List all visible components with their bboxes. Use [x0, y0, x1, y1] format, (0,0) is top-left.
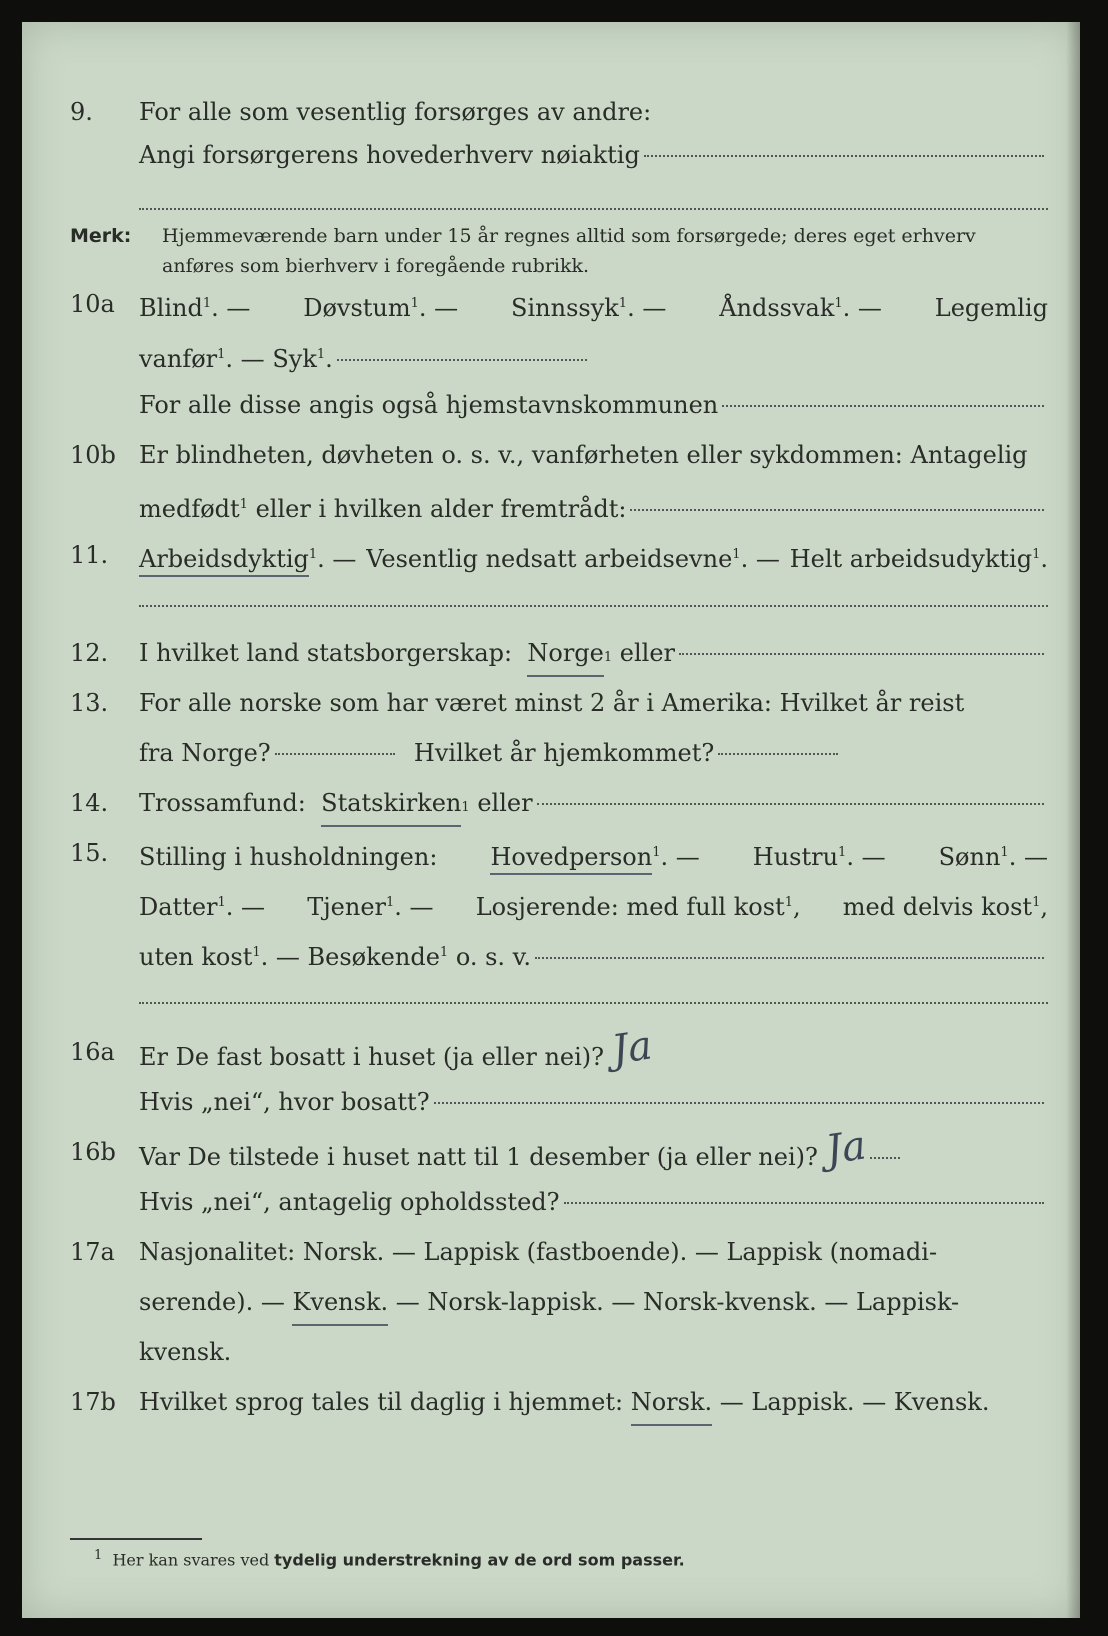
q12-tail: eller — [619, 639, 676, 667]
q10b-answer-field[interactable] — [630, 509, 1044, 511]
q13-number: 13. — [70, 689, 109, 717]
footnote-rule — [70, 1538, 202, 1540]
q17a-text1: Nasjonalitet: Norsk. — Lappisk (fastboende). — Lappisk (nomadi- — [139, 1238, 938, 1266]
q16a-line1 — [22, 1022, 1080, 1074]
q12-answer: Norge — [527, 633, 604, 677]
q10a-line3 — [22, 385, 1080, 425]
q17a-number: 17a — [70, 1238, 115, 1266]
census-form-page — [22, 22, 1080, 1618]
q16b-opholdssted-field[interactable] — [564, 1202, 1044, 1204]
q15-tjener: Tjener — [307, 893, 386, 921]
q13-line2 — [22, 733, 1080, 773]
q15-uten-kost: uten kost — [139, 943, 253, 971]
q10a-text3: For alle disse angis også hjemstavnskommunen — [139, 391, 719, 419]
q13-reist-field[interactable] — [275, 753, 395, 755]
q13-reist: fra Norge? — [139, 739, 271, 767]
q15-answer-line2[interactable] — [139, 1002, 1048, 1004]
q17a-line2 — [22, 1282, 1080, 1322]
q10a-opt-legemlig: Legemlig — [934, 294, 1048, 322]
q10a-opt-sinnssyk: Sinnssyk — [511, 294, 619, 322]
q15-delvis-kost: med delvis kost — [842, 893, 1033, 921]
q15-text1: Stilling i husholdningen: — [139, 843, 438, 871]
q17b-number: 17b — [70, 1388, 116, 1416]
q14-answer-field[interactable] — [537, 803, 1044, 805]
q10a-answer-field[interactable] — [337, 359, 587, 361]
q16b-handwritten-answer[interactable]: Ja — [822, 1122, 869, 1174]
q10b-line1 — [22, 435, 1080, 475]
q14-number: 14. — [70, 789, 109, 817]
q9-text1: For alle som vesentlig forsørges av andre: — [139, 98, 652, 126]
q15-datter: Datter — [139, 893, 218, 921]
q9-number: 9. — [70, 98, 93, 126]
q17b-text: Hvilket sprog tales til daglig i hjemmet: — [139, 1388, 624, 1416]
q17a-text3: kvensk. — [139, 1338, 232, 1366]
q15-sonn: Sønn — [938, 843, 1001, 871]
q10b-text1: Er blindheten, døvheten o. s. v., vanførheten eller sykdommen: Antagelig — [139, 441, 1028, 469]
q14-text: Trossamfund: — [139, 789, 306, 817]
q9-line2 — [22, 135, 1080, 175]
q16a-bosatt-field[interactable] — [434, 1102, 1044, 1104]
q10a-syk: Syk — [272, 345, 317, 373]
q15-number: 15. — [70, 839, 109, 867]
q16b-answer-tail[interactable] — [870, 1157, 900, 1159]
q10a-hjemstavn-field[interactable] — [722, 405, 1044, 407]
q10a-opt-blind: Blind — [139, 294, 203, 322]
q17a-line3 — [22, 1332, 1080, 1372]
q16a-text2: Hvis „nei“, hvor bosatt? — [139, 1088, 430, 1116]
q10b-line2: medfødt$^1$ eller i hvilken alder fremtrådt: — [22, 485, 1080, 525]
merk-text: Hjemmeværende barn under 15 år regnes alltid som forsørgede; deres eget erhverv anføres som bierhverv i foregående rubrikk. — [162, 225, 976, 277]
footnote-mark: 1 — [94, 1548, 103, 1563]
q9-answer-line2[interactable] — [139, 208, 1048, 210]
q11-answer-line[interactable] — [139, 605, 1048, 607]
footnote — [94, 1548, 685, 1569]
q12-number: 12. — [70, 639, 109, 667]
q16b-text1: Var De tilstede i huset natt til 1 desember (ja eller nei)? — [139, 1143, 818, 1171]
q9-answer-field[interactable] — [644, 155, 1044, 157]
q11-nedsatt: Vesentlig nedsatt arbeidsevne — [366, 545, 733, 573]
q14-answer: Statskirken — [321, 783, 461, 827]
q15-line3: uten kost$^1$. — Besøkende$^1$ o. s. v. — [22, 933, 1080, 973]
q17a-text2a: serende). — — [139, 1288, 285, 1316]
q16a-text1: Er De fast bosatt i huset (ja eller nei)? — [139, 1043, 605, 1071]
q15-osv: o. s. v. — [455, 943, 532, 971]
q11-arbeidsdyktig: Arbeidsdyktig — [139, 545, 309, 577]
q11-number: 11. — [70, 541, 109, 569]
q15-line1: 15. Stilling i husholdningen: Hovedperson$^1$. — Hustru$^1$. — Sønn$^1$. — — [22, 833, 1080, 873]
q11-udyktig: Helt arbeidsudyktig — [789, 545, 1033, 573]
q12-text: I hvilket land statsborgerskap: — [139, 639, 513, 667]
q10a-number: 10a — [70, 290, 115, 318]
q9-line1 — [22, 92, 1080, 132]
q15-line2: Datter$^1$. — Tjener$^1$. — Losjerende: med full kost$^1$, med delvis kost$^1$, — [139, 893, 1048, 921]
footnote-text: Her kan svares ved — [112, 1550, 270, 1570]
q10a-opt-andssvak: Åndssvak — [719, 294, 835, 322]
q14-tail: eller — [477, 789, 533, 817]
q11-line: 11. Arbeidsdyktig$^1$. — Vesentlig nedsatt arbeidsevne$^1$. — Helt arbeidsudyktig$^1$. — [22, 535, 1080, 575]
q17b-tail: — Lappisk. — Kvensk. — [719, 1388, 990, 1416]
q13-hjemkommet: Hvilket år hjemkommet? — [413, 739, 715, 767]
q16b-line1 — [22, 1122, 1080, 1174]
q10a-opt-dovstum: Døvstum — [303, 294, 411, 322]
q15-answer-field[interactable] — [535, 957, 1044, 959]
q17a-line1 — [22, 1232, 1080, 1272]
q13-line1 — [22, 683, 1080, 723]
footnote-bold: tydelig understrekning av de ord som passer. — [274, 1550, 685, 1570]
q15-full-kost: Losjerende: med full kost — [475, 893, 785, 921]
q15-hustru: Hustru — [752, 843, 839, 871]
q10a-vanfor: vanfør — [139, 345, 218, 373]
q16b-text2: Hvis „nei“, antagelig opholdssted? — [139, 1188, 560, 1216]
merk-label: Merk: — [70, 225, 132, 247]
q9-text2: Angi forsørgerens hovederhverv nøiaktig — [139, 141, 640, 169]
q15-hovedperson: Hovedperson — [490, 843, 652, 875]
q12-answer-field[interactable] — [679, 653, 1044, 655]
q10b-number: 10b — [70, 441, 116, 469]
q16a-handwritten-answer[interactable]: Ja — [609, 1022, 655, 1074]
q17a-text2c: — Norsk-lappisk. — Norsk-kvensk. — Lappisk- — [395, 1288, 960, 1316]
q12-line: 12. I hvilket land statsborgerskap: Norge 1 eller — [22, 633, 1080, 673]
q10a-line1: 10a Blind$^1$. — Døvstum$^1$. — Sinnssyk$^1$. — Åndssvak$^1$. — Legemlig — [22, 284, 1080, 324]
q13-hjemkommet-field[interactable] — [718, 753, 838, 755]
q14-line: 14. Trossamfund: Statskirken 1 eller — [22, 783, 1080, 823]
q13-text1: For alle norske som har været minst 2 år i Amerika: Hvilket år reist — [139, 689, 965, 717]
q10b-text2: eller i hvilken alder fremtrådt: — [255, 495, 627, 523]
q10a-line2: vanfør$^1$. — Syk$^1$. — [22, 335, 1080, 375]
q16a-line2 — [22, 1082, 1080, 1122]
q17b-line — [22, 1382, 1080, 1422]
q15-besokende: Besøkende — [307, 943, 440, 971]
q10b-medfodt: medfødt — [139, 495, 240, 523]
q17a-kvensk-answer: Kvensk. — [292, 1282, 388, 1326]
q16a-number: 16a — [70, 1038, 115, 1066]
q17b-answer: Norsk. — [631, 1382, 712, 1426]
q16b-line2 — [22, 1182, 1080, 1222]
q16b-number: 16b — [70, 1138, 116, 1166]
